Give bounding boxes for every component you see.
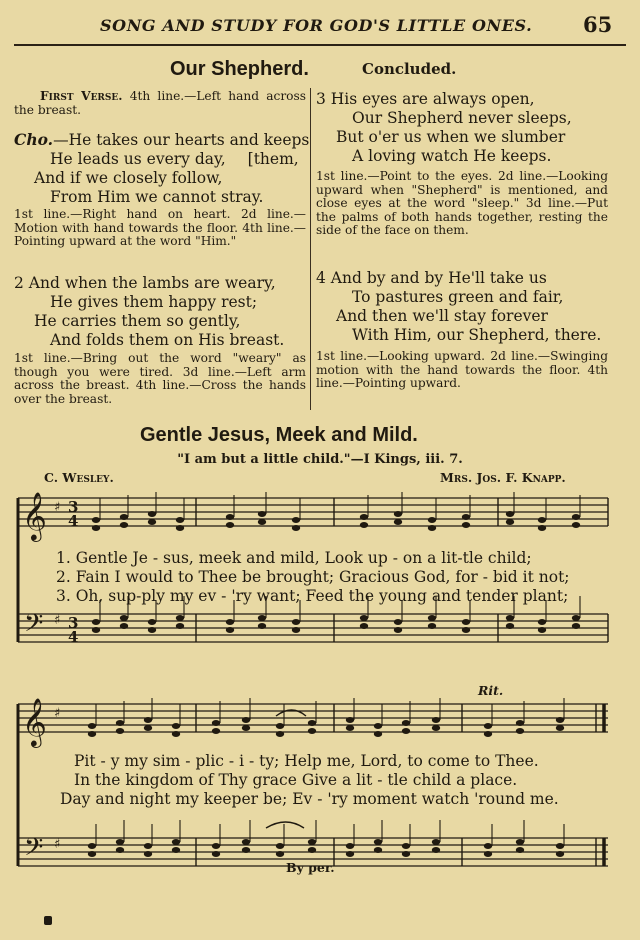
- chorus-line: From Him we cannot stray.: [50, 188, 264, 206]
- key-signature-sharp-icon: ♯: [54, 613, 61, 628]
- note-head-icon: [572, 522, 580, 528]
- note-head-icon: [432, 717, 440, 723]
- note-head-icon: [484, 851, 492, 857]
- note-head-icon: [360, 615, 368, 621]
- treble-staff-lines: [18, 704, 608, 732]
- note-head-icon: [538, 627, 546, 633]
- lyric-line: 1. Gentle Je - sus, meek and mild, Look up - on a lit-tle child;: [56, 549, 532, 567]
- note-head-icon: [432, 847, 440, 853]
- note-head-icon: [212, 851, 220, 857]
- note-head-icon: [144, 717, 152, 723]
- note-head-icon: [242, 725, 250, 731]
- note-head-icon: [402, 728, 410, 734]
- note-head-icon: [308, 728, 316, 734]
- note-head-icon: [516, 720, 524, 726]
- time-signature-denominator: 4: [68, 512, 79, 530]
- author-credit: C. Wesley.: [44, 470, 114, 485]
- chorus-label: Cho.: [14, 130, 54, 149]
- note-head-icon: [428, 615, 436, 621]
- note-head-icon: [88, 851, 96, 857]
- note-head-icon: [172, 731, 180, 737]
- note-head-icon: [538, 619, 546, 625]
- ritardando-marking: Rit.: [478, 683, 504, 698]
- treble-clef-icon: 𝄞: [22, 491, 47, 540]
- note-head-icon: [88, 843, 96, 849]
- note-head-icon: [506, 615, 514, 621]
- key-signature-sharp-icon: ♯: [54, 500, 61, 515]
- chorus-line: He leads us every day,: [50, 150, 226, 168]
- slur-icon: [266, 822, 304, 828]
- verse-line: Our Shepherd never sleeps,: [352, 109, 572, 127]
- composer-credit: Mrs. Jos. F. Knapp.: [440, 470, 566, 485]
- note-head-icon: [172, 847, 180, 853]
- note-head-icon: [226, 619, 234, 625]
- note-head-icon: [92, 517, 100, 523]
- note-head-icon: [374, 847, 382, 853]
- note-head-icon: [506, 519, 514, 525]
- song1-concluded: Concluded.: [362, 60, 457, 78]
- note-head-icon: [292, 525, 300, 531]
- note-head-icon: [346, 843, 354, 849]
- note-head-icon: [346, 725, 354, 731]
- bass-clef-icon: 𝄢: [24, 833, 44, 868]
- note-head-icon: [258, 519, 266, 525]
- first-verse-label: First Verse.: [40, 89, 123, 103]
- note-head-icon: [360, 623, 368, 629]
- verse-4: [316, 269, 612, 345]
- header-rule: [14, 44, 626, 46]
- note-head-icon: [374, 723, 382, 729]
- note-head-icon: [572, 615, 580, 621]
- note-head-icon: [462, 522, 470, 528]
- lyric-line: In the kingdom of Thy grace Give a lit - tle child a place.: [74, 771, 518, 789]
- note-head-icon: [432, 839, 440, 845]
- note-head-icon: [308, 847, 316, 853]
- lyric-line: Day and night my keeper be; Ev - 'ry moment watch 'round me.: [60, 790, 559, 808]
- note-head-icon: [212, 843, 220, 849]
- note-head-icon: [120, 522, 128, 528]
- treble-staff-lines: [18, 498, 608, 526]
- note-head-icon: [148, 619, 156, 625]
- note-head-icon: [556, 843, 564, 849]
- lyric-line: 3. Oh, sup-ply my ev - 'ry want; Feed the young and tender plant;: [56, 587, 569, 605]
- note-head-icon: [172, 723, 180, 729]
- note-head-icon: [258, 623, 266, 629]
- note-head-icon: [144, 843, 152, 849]
- corner-mark: [44, 916, 52, 925]
- verse-line: 4 And by and by He'll take us: [316, 269, 547, 287]
- note-head-icon: [402, 720, 410, 726]
- verse-line: With Him, our Shepherd, there.: [352, 326, 602, 344]
- first-verse-note: [14, 90, 306, 117]
- lyrics-system-2: [60, 752, 559, 809]
- treble-clef-icon: 𝄞: [22, 697, 47, 746]
- note-head-icon: [242, 717, 250, 723]
- song2-title: Gentle Jesus, Meek and Mild.: [140, 424, 418, 446]
- chorus-line-fragment: [them,: [247, 150, 299, 168]
- note-head-icon: [92, 619, 100, 625]
- note-head-icon: [212, 728, 220, 734]
- note-head-icon: [516, 847, 524, 853]
- note-head-icon: [276, 723, 284, 729]
- note-head-icon: [242, 839, 250, 845]
- note-head-icon: [394, 511, 402, 517]
- note-head-icon: [308, 839, 316, 845]
- first-verse-text: 4th line.—Left hand across the breast.: [14, 89, 306, 117]
- note-head-icon: [226, 522, 234, 528]
- note-head-icon: [506, 623, 514, 629]
- verse-line: But o'er us when we slumber: [336, 128, 566, 146]
- note-head-icon: [572, 514, 580, 520]
- chorus-line: And if we closely follow,: [34, 169, 223, 187]
- note-head-icon: [116, 847, 124, 853]
- time-signature-denominator: 4: [68, 628, 79, 646]
- key-signature-sharp-icon: ♯: [54, 706, 61, 721]
- note-head-icon: [402, 843, 410, 849]
- column-divider: [310, 88, 311, 410]
- note-head-icon: [226, 514, 234, 520]
- note-head-icon: [374, 731, 382, 737]
- note-head-icon: [88, 731, 96, 737]
- note-head-icon: [572, 623, 580, 629]
- note-head-icon: [394, 627, 402, 633]
- note-head-icon: [148, 519, 156, 525]
- note-head-icon: [258, 615, 266, 621]
- note-head-icon: [88, 723, 96, 729]
- note-head-icon: [308, 720, 316, 726]
- note-head-icon: [556, 725, 564, 731]
- note-head-icon: [360, 522, 368, 528]
- note-head-icon: [144, 851, 152, 857]
- note-head-icon: [226, 627, 234, 633]
- note-head-icon: [516, 839, 524, 845]
- verse-3: [316, 90, 612, 166]
- note-head-icon: [484, 731, 492, 737]
- note-head-icon: [258, 511, 266, 517]
- verse-line: To pastures green and fair,: [352, 288, 564, 306]
- verse-line: And folds them on His breast.: [50, 331, 285, 349]
- key-signature-sharp-icon: ♯: [54, 837, 61, 852]
- note-head-icon: [292, 517, 300, 523]
- verse-line: 3 His eyes are always open,: [316, 90, 535, 108]
- note-head-icon: [120, 623, 128, 629]
- verse-line: He carries them so gently,: [34, 312, 241, 330]
- note-head-icon: [506, 511, 514, 517]
- chorus-line: —He takes our hearts and keeps: [53, 131, 310, 149]
- note-head-icon: [394, 619, 402, 625]
- verse-3-note: 1st line.—Point to the eyes. 2d line.—Looking upward when "Shepherd" is mentioned, and close eyes at the word "sleep." 3d line.—Put the palms of both hands together, resting the side of the face on them.: [316, 169, 608, 237]
- scripture-reference: "I am but a little child."—I Kings, iii. 7.: [177, 452, 463, 467]
- note-head-icon: [276, 731, 284, 737]
- note-head-icon: [346, 851, 354, 857]
- note-head-icon: [360, 514, 368, 520]
- permission-credit: By per.: [286, 860, 335, 875]
- note-head-icon: [116, 839, 124, 845]
- note-head-icon: [148, 511, 156, 517]
- note-head-icon: [176, 525, 184, 531]
- time-signature-numerator: 3: [68, 614, 79, 632]
- song1-title: Our Shepherd.: [170, 58, 309, 80]
- note-head-icon: [292, 627, 300, 633]
- chorus: [14, 130, 310, 207]
- note-head-icon: [116, 728, 124, 734]
- note-head-icon: [176, 615, 184, 621]
- note-head-icon: [402, 851, 410, 857]
- note-head-icon: [212, 720, 220, 726]
- note-head-icon: [120, 615, 128, 621]
- note-head-icon: [538, 525, 546, 531]
- note-head-icon: [116, 720, 124, 726]
- verse-line: 2 And when the lambs are weary,: [14, 274, 276, 292]
- bass-staff-lines: [18, 614, 608, 642]
- note-head-icon: [428, 517, 436, 523]
- note-head-icon: [432, 725, 440, 731]
- note-head-icon: [176, 623, 184, 629]
- chorus-note: 1st line.—Right hand on heart. 2d line.—Motion with hand towards the floor. 4th line.—Pointing upward at the word "Him.": [14, 207, 306, 248]
- note-head-icon: [346, 717, 354, 723]
- bass-clef-icon: 𝄢: [24, 609, 44, 644]
- note-head-icon: [394, 519, 402, 525]
- note-head-icon: [556, 851, 564, 857]
- verse-4-note: 1st line.—Looking upward. 2d line.—Swinging motion with the hand towards the floor. 4th line.—Pointing upward.: [316, 349, 608, 390]
- page-number: 65: [583, 12, 613, 37]
- verse-line: And then we'll stay forever: [336, 307, 548, 325]
- note-head-icon: [374, 839, 382, 845]
- lyric-line: 2. Fain I would to Thee be brought; Gracious God, for - bid it not;: [56, 568, 570, 586]
- note-head-icon: [144, 725, 152, 731]
- note-head-icon: [92, 525, 100, 531]
- note-head-icon: [172, 839, 180, 845]
- note-head-icon: [428, 525, 436, 531]
- note-head-icon: [484, 843, 492, 849]
- note-head-icon: [516, 728, 524, 734]
- lyrics-system-1: [56, 549, 570, 606]
- note-head-icon: [92, 627, 100, 633]
- note-head-icon: [292, 619, 300, 625]
- verse-2: [14, 274, 306, 350]
- lyric-line: Pit - y my sim - plic - i - ty; Help me, Lord, to come to Thee.: [74, 752, 539, 770]
- note-head-icon: [462, 627, 470, 633]
- note-head-icon: [484, 723, 492, 729]
- note-head-icon: [276, 851, 284, 857]
- note-head-icon: [148, 627, 156, 633]
- verse-line: He gives them happy rest;: [50, 293, 258, 311]
- note-head-icon: [276, 843, 284, 849]
- verse-line: A loving watch He keeps.: [352, 147, 552, 165]
- note-head-icon: [462, 514, 470, 520]
- verse-2-note: 1st line.—Bring out the word "weary" as though you were tired. 3d line.—Left arm across the breast. 4th line.—Cross the hands over the breast.: [14, 351, 306, 406]
- note-head-icon: [462, 619, 470, 625]
- note-head-icon: [176, 517, 184, 523]
- note-head-icon: [538, 517, 546, 523]
- note-head-icon: [242, 847, 250, 853]
- note-head-icon: [556, 717, 564, 723]
- note-head-icon: [428, 623, 436, 629]
- running-title: SONG AND STUDY FOR GOD'S LITTLE ONES.: [100, 16, 533, 35]
- note-head-icon: [120, 514, 128, 520]
- time-signature-numerator: 3: [68, 498, 79, 516]
